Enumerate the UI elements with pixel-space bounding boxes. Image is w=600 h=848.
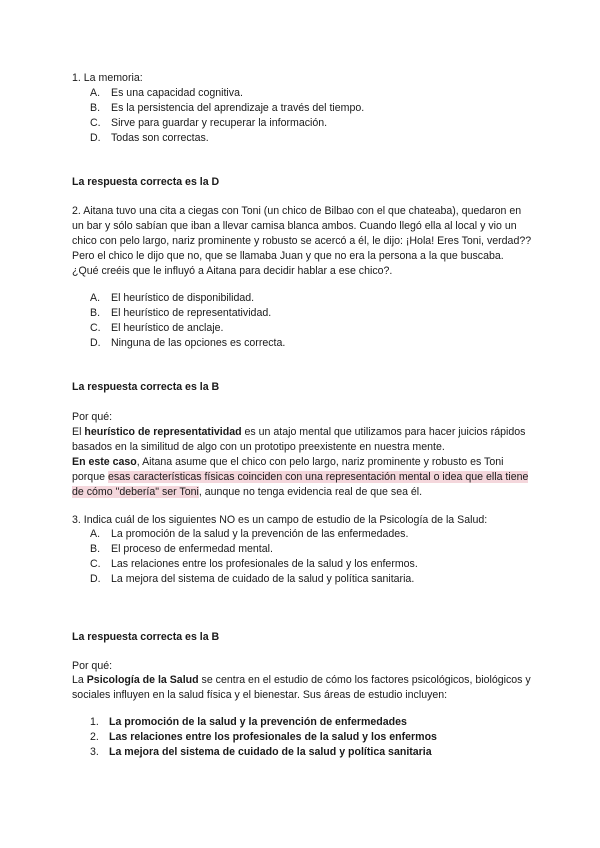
q1-stem: 1. La memoria: xyxy=(72,72,143,84)
q3-list-item-3: 3. La mejora del sistema de cuidado de la salud y política sanitaria xyxy=(90,746,432,758)
q2-option-c: C. El heurístico de anclaje. xyxy=(90,322,224,334)
q3-option-d: D. La mejora del sistema de cuidado de la salud y política sanitaria. xyxy=(90,573,415,585)
q3-list-item-1: 1. La promoción de la salud y la prevención de enfermedades xyxy=(90,716,407,728)
q3-list-item-2: 2. Las relaciones entre los profesionales de la salud y los enfermos xyxy=(90,731,437,743)
q3-option-a: A. La promoción de la salud y la prevención de las enfermedades. xyxy=(90,528,409,540)
q3-option-b: B. El proceso de enfermedad mental. xyxy=(90,543,273,555)
q2-option-b: B. El heurístico de representatividad. xyxy=(90,307,272,319)
q2-option-d: D. Ninguna de las opciones es correcta. xyxy=(90,337,286,349)
highlighted-text: esas características físicas coinciden con una representación mental o idea que ella tiene de cómo "debería" ser Toni xyxy=(72,471,529,498)
q2-option-a: A. El heurístico de disponibilidad. xyxy=(90,292,255,304)
q1-answer: La respuesta correcta es la D xyxy=(72,176,220,188)
q3-answer: La respuesta correcta es la B xyxy=(72,631,220,643)
q2-explanation-definition: El heurístico de representatividad es un atajo mental que utilizamos para hacer juicios rápidos basados en la similitud de algo con un prototipo preexistente en nuestra mente. xyxy=(72,426,526,453)
q2-answer: La respuesta correcta es la B xyxy=(72,381,220,393)
q1-option-c: C. Sirve para guardar y recuperar la información. xyxy=(90,117,328,129)
q3-stem: 3. Indica cuál de los siguientes NO es un campo de estudio de la Psicología de la Salud: xyxy=(72,514,488,526)
q1-option-d: D. Todas son correctas. xyxy=(90,132,209,144)
q2-why-label: Por qué: xyxy=(72,411,113,423)
q2-stem: 2. Aitana tuvo una cita a ciegas con Toni (un chico de Bilbao con el que chateaba), quedaron en un bar y sólo sabían que iban a llevar camisa blanca ambos. Cuando llegó ella al local y vio un chico con pelo largo, nariz prominente y robusto se acercó a él, le dijo: ¡Hola! Eres Toni, verdad?? Pero el chico le dijo que no, que se llamaba Juan y que no era la persona a la que buscaba. ¿Qué creéis que le influyó a Aitana para decidir hablar a ese chico?. xyxy=(72,205,532,277)
q2-explanation-case: En este caso, Aitana asume que el chico con pelo largo, nariz prominente y robusto es Toni porque esas características físicas coinciden con una representación mental o idea que ella tiene de cómo "debería" ser Toni, aunque no tenga evidencia real de que sea él. xyxy=(72,456,529,498)
q3-option-c: C. Las relaciones entre los profesionales de la salud y los enfermos. xyxy=(90,558,418,570)
q1-option-b: B. Es la persistencia del aprendizaje a través del tiempo. xyxy=(90,102,365,114)
q3-why-label: Por qué: xyxy=(72,660,113,672)
q1-option-a: A. Es una capacidad cognitiva. xyxy=(90,87,243,99)
q3-explanation: La Psicología de la Salud se centra en el estudio de cómo los factores psicológicos, biológicos y sociales influyen en la salud física y el bienestar. Sus áreas de estudio incluyen: xyxy=(72,674,531,701)
